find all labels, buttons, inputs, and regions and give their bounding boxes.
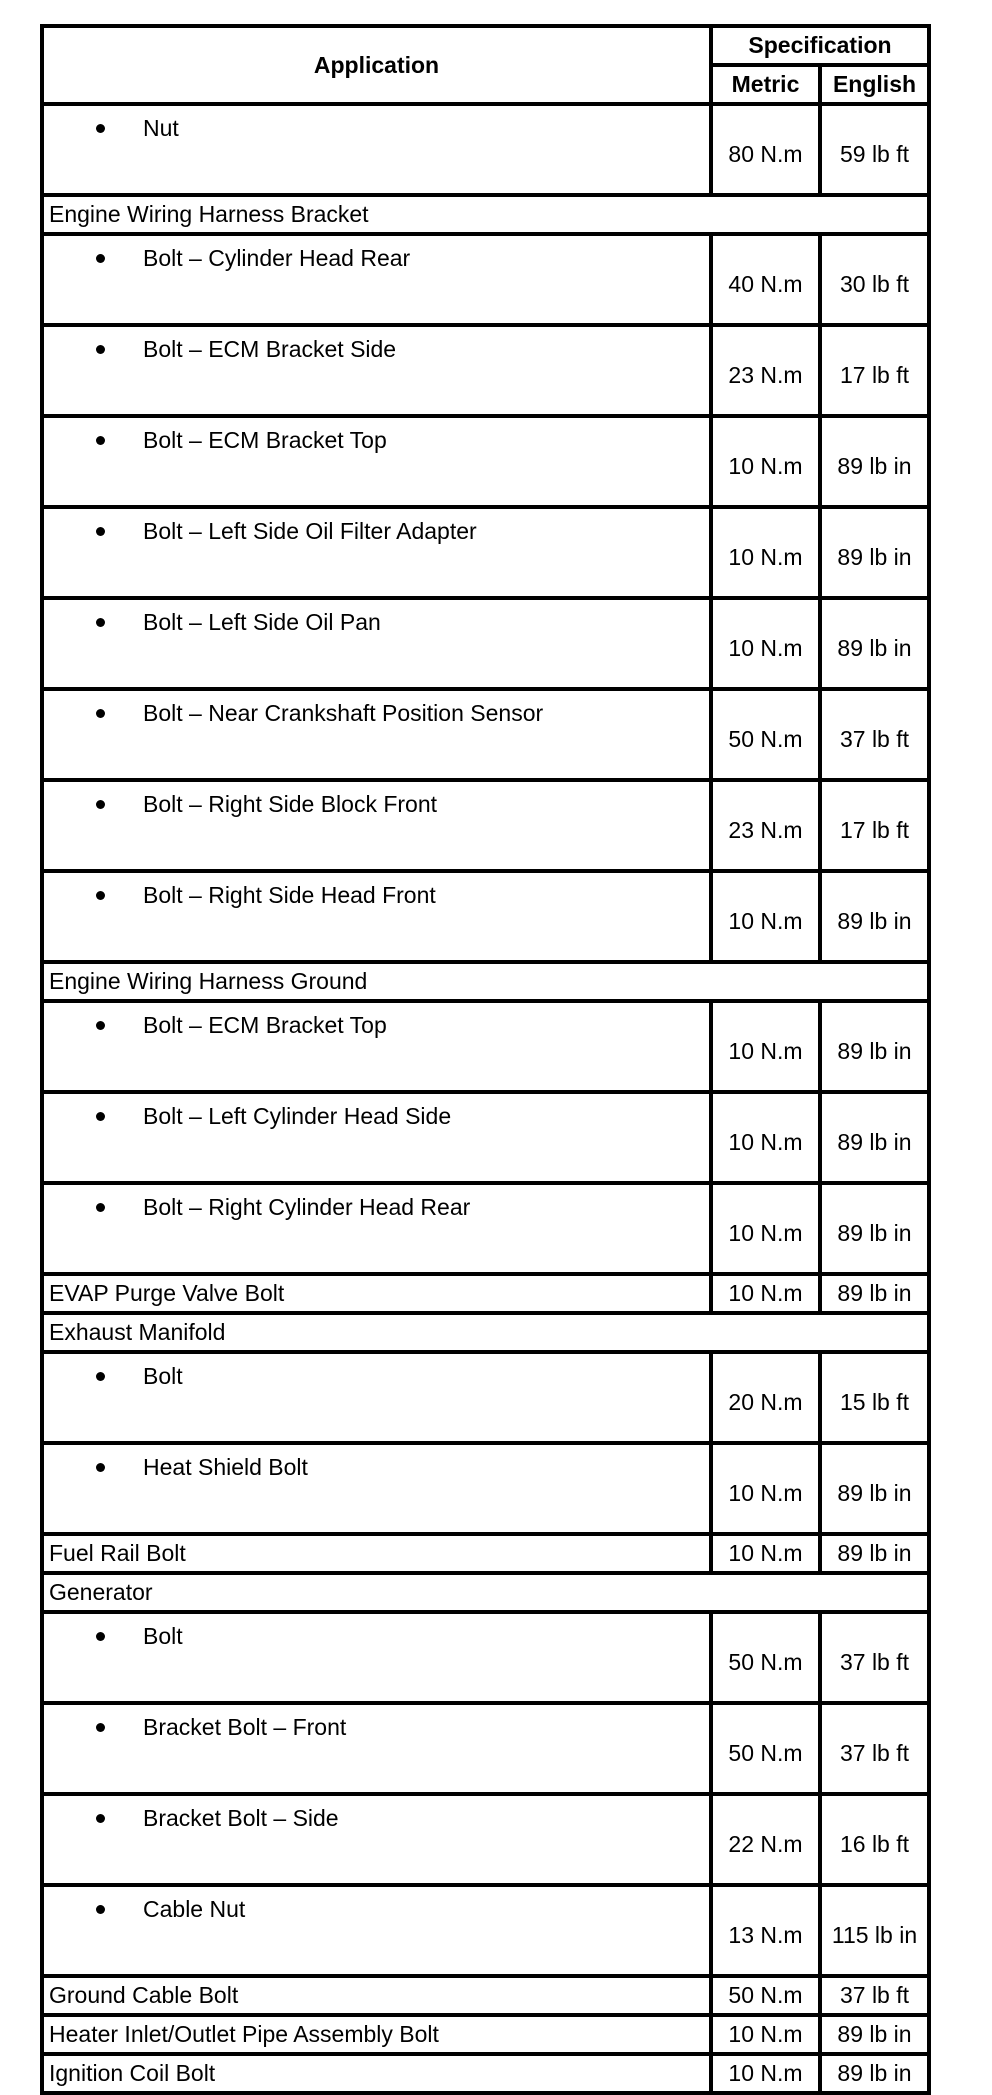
application-label: Bracket Bolt – Side (143, 1805, 339, 1831)
section-label: Engine Wiring Harness Ground (42, 962, 929, 1001)
table-row (42, 1183, 929, 1274)
metric-value: 20 N.m (711, 1352, 820, 1443)
metric-value: 10 N.m (711, 598, 820, 689)
section-label: Engine Wiring Harness Bracket (42, 195, 929, 234)
header-metric: Metric (711, 65, 820, 104)
metric-value: 40 N.m (711, 234, 820, 325)
metric-value: 23 N.m (711, 325, 820, 416)
table-row (42, 1001, 929, 1092)
application-cell (42, 1183, 711, 1274)
table-row (42, 1274, 929, 1313)
application-label: Bolt – Cylinder Head Rear (143, 245, 411, 271)
application-cell (42, 1443, 711, 1534)
application-label: Bolt – Left Side Oil Filter Adapter (143, 518, 477, 544)
bullet-icon (96, 709, 105, 718)
section-row (42, 1573, 929, 1612)
application-cell: Fuel Rail Bolt (42, 1534, 711, 1573)
bullet-icon (96, 1723, 105, 1732)
table-row (42, 2015, 929, 2054)
table-row (42, 1885, 929, 1976)
table-row (42, 2054, 929, 2093)
metric-value: 10 N.m (711, 416, 820, 507)
application-label: Bolt (143, 1363, 183, 1389)
english-value: 89 lb in (820, 1092, 929, 1183)
english-value: 17 lb ft (820, 325, 929, 416)
bullet-icon (96, 1632, 105, 1641)
application-cell (42, 1703, 711, 1794)
table-row (42, 1794, 929, 1885)
application-label: Bolt – Left Cylinder Head Side (143, 1103, 452, 1129)
english-value: 89 lb in (820, 1443, 929, 1534)
application-label: Bolt (143, 1623, 183, 1649)
metric-value: 13 N.m (711, 1885, 820, 1976)
metric-value: 50 N.m (711, 1612, 820, 1703)
application-label: Bolt – Near Crankshaft Position Sensor (143, 700, 544, 726)
section-row (42, 195, 929, 234)
bullet-icon (96, 345, 105, 354)
application-cell (42, 1092, 711, 1183)
english-value: 15 lb ft (820, 1352, 929, 1443)
application-cell: Ignition Coil Bolt (42, 2054, 711, 2093)
metric-value: 10 N.m (711, 2054, 820, 2093)
table-row (42, 507, 929, 598)
bullet-icon (96, 1112, 105, 1121)
english-value: 89 lb in (820, 1274, 929, 1313)
table-row (42, 598, 929, 689)
table-row (42, 234, 929, 325)
application-cell (42, 1885, 711, 1976)
application-cell: Heater Inlet/Outlet Pipe Assembly Bolt (42, 2015, 711, 2054)
table-row (42, 1976, 929, 2015)
bullet-icon (96, 1372, 105, 1381)
english-value: 89 lb in (820, 416, 929, 507)
metric-value: 10 N.m (711, 1534, 820, 1573)
table-body (42, 104, 929, 2093)
bullet-icon (96, 1021, 105, 1030)
application-cell (42, 325, 711, 416)
bullet-icon (96, 891, 105, 900)
torque-spec-table (40, 24, 931, 2095)
application-cell (42, 1612, 711, 1703)
table-row (42, 104, 929, 195)
application-cell (42, 1794, 711, 1885)
english-value: 89 lb in (820, 871, 929, 962)
metric-value: 10 N.m (711, 1001, 820, 1092)
table-row (42, 689, 929, 780)
section-row (42, 962, 929, 1001)
metric-value: 10 N.m (711, 507, 820, 598)
bullet-icon (96, 436, 105, 445)
english-value: 115 lb in (820, 1885, 929, 1976)
table-row (42, 780, 929, 871)
section-label: Generator (42, 1573, 929, 1612)
application-label: Bolt – Right Cylinder Head Rear (143, 1194, 471, 1220)
application-label: Bracket Bolt – Front (143, 1714, 347, 1740)
english-value: 59 lb ft (820, 104, 929, 195)
metric-value: 23 N.m (711, 780, 820, 871)
section-label: Exhaust Manifold (42, 1313, 929, 1352)
bullet-icon (96, 1814, 105, 1823)
application-cell (42, 689, 711, 780)
metric-value: 10 N.m (711, 1092, 820, 1183)
header-english: English (820, 65, 929, 104)
bullet-icon (96, 124, 105, 133)
table-row (42, 1612, 929, 1703)
english-value: 89 lb in (820, 598, 929, 689)
application-cell (42, 1352, 711, 1443)
metric-value: 22 N.m (711, 1794, 820, 1885)
metric-value: 50 N.m (711, 1703, 820, 1794)
application-cell (42, 104, 711, 195)
application-cell (42, 234, 711, 325)
metric-value: 10 N.m (711, 1443, 820, 1534)
application-label: Heat Shield Bolt (143, 1454, 308, 1480)
application-label: Cable Nut (143, 1896, 246, 1922)
application-cell (42, 416, 711, 507)
english-value: 89 lb in (820, 507, 929, 598)
english-value: 37 lb ft (820, 1612, 929, 1703)
application-label: Nut (143, 115, 179, 141)
application-label: Bolt – Right Side Block Front (143, 791, 438, 817)
metric-value: 50 N.m (711, 689, 820, 780)
english-value: 37 lb ft (820, 689, 929, 780)
metric-value: 10 N.m (711, 2015, 820, 2054)
application-cell (42, 598, 711, 689)
english-value: 89 lb in (820, 2015, 929, 2054)
bullet-icon (96, 618, 105, 627)
table-row (42, 871, 929, 962)
english-value: 30 lb ft (820, 234, 929, 325)
english-value: 89 lb in (820, 2054, 929, 2093)
application-label: Bolt – ECM Bracket Top (143, 1012, 387, 1038)
table-row (42, 1352, 929, 1443)
table-row (42, 1443, 929, 1534)
english-value: 37 lb ft (820, 1976, 929, 2015)
application-cell: Ground Cable Bolt (42, 1976, 711, 2015)
table-row (42, 325, 929, 416)
metric-value: 10 N.m (711, 1274, 820, 1313)
english-value: 37 lb ft (820, 1703, 929, 1794)
metric-value: 80 N.m (711, 104, 820, 195)
bullet-icon (96, 800, 105, 809)
table-row (42, 1703, 929, 1794)
english-value: 16 lb ft (820, 1794, 929, 1885)
english-value: 89 lb in (820, 1001, 929, 1092)
table-row (42, 416, 929, 507)
english-value: 89 lb in (820, 1534, 929, 1573)
metric-value: 10 N.m (711, 1183, 820, 1274)
application-cell (42, 1001, 711, 1092)
bullet-icon (96, 254, 105, 263)
application-cell (42, 507, 711, 598)
application-label: Bolt – ECM Bracket Side (143, 336, 397, 362)
application-label: Bolt – Left Side Oil Pan (143, 609, 381, 635)
bullet-icon (96, 1463, 105, 1472)
application-cell: EVAP Purge Valve Bolt (42, 1274, 711, 1313)
bullet-icon (96, 1203, 105, 1212)
english-value: 17 lb ft (820, 780, 929, 871)
application-cell (42, 871, 711, 962)
application-cell (42, 780, 711, 871)
metric-value: 10 N.m (711, 871, 820, 962)
bullet-icon (96, 527, 105, 536)
header-application: Application (42, 26, 711, 104)
application-label: Bolt – ECM Bracket Top (143, 427, 387, 453)
section-row (42, 1313, 929, 1352)
bullet-icon (96, 1905, 105, 1914)
table-row (42, 1092, 929, 1183)
table-row (42, 1534, 929, 1573)
header-specification: Specification (711, 26, 929, 65)
metric-value: 50 N.m (711, 1976, 820, 2015)
application-label: Bolt – Right Side Head Front (143, 882, 436, 908)
english-value: 89 lb in (820, 1183, 929, 1274)
